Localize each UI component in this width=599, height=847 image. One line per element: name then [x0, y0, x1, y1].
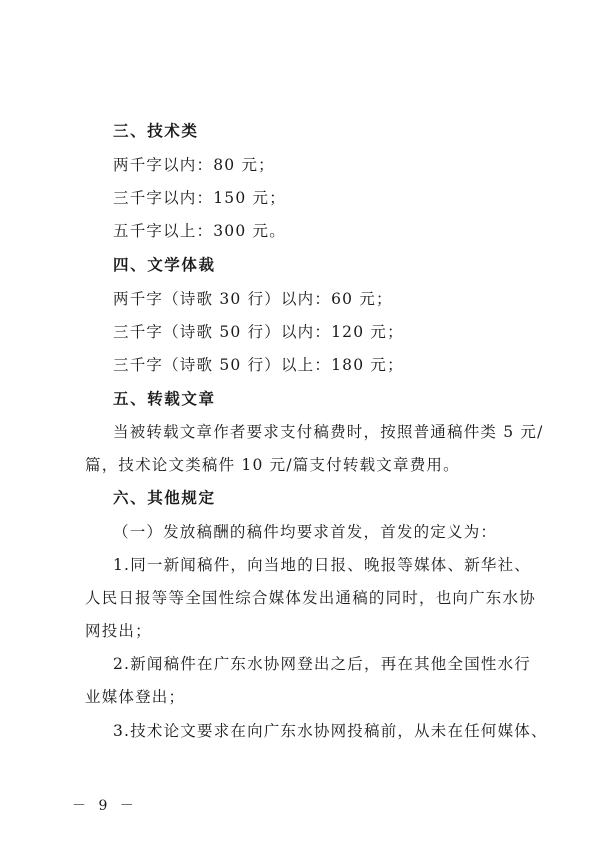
- rule-1-line3: 网投出；: [85, 622, 152, 640]
- rule-3-line1: 3.技术论文要求在向广东水协网投稿前，从未在任何媒体、: [113, 722, 548, 740]
- rule-1-line2: 人民日报等等全国性综合媒体发出通稿的同时，也向广东水协: [85, 589, 536, 607]
- rule-2-line1: 2.新闻稿件在广东水协网登出之后，再在其他全国性水行: [113, 655, 531, 673]
- fee-item-literary-2000: 两千字（诗歌 30 行）以内：60 元；: [113, 290, 393, 308]
- rule-1-line1: 1.同一新闻稿件，向当地的日报、晚报等媒体、新华社、: [113, 556, 531, 574]
- section-heading-other: 六、其他规定: [113, 489, 216, 507]
- fee-item-literary-3000-within: 三千字（诗歌 50 行）以内：120 元；: [113, 323, 404, 341]
- section-heading-reprint: 五、转载文章: [113, 390, 216, 408]
- page-number: － 9 －: [72, 798, 138, 814]
- paragraph-reprint-line1: 当被转载文章作者要求支付稿费时，按照普通稿件类 5 元/: [113, 423, 544, 441]
- paragraph-reprint-line2: 篇，技术论文类稿件 10 元/篇支付转载文章费用。: [85, 456, 460, 474]
- fee-item-technical-2000: 两千字以内：80 元；: [113, 156, 275, 174]
- fee-item-literary-3000-above: 三千字（诗歌 50 行）以上：180 元；: [113, 356, 404, 374]
- section-heading-literary: 四、文学体裁: [113, 256, 216, 274]
- fee-item-technical-5000: 五千字以上：300 元。: [113, 222, 286, 240]
- section-heading-technical: 三、技术类: [113, 122, 199, 140]
- fee-item-technical-3000: 三千字以内：150 元；: [113, 189, 286, 207]
- rule-2-line2: 业媒体登出；: [85, 688, 186, 706]
- subsection-first-publish: （一）发放稿酬的稿件均要求首发，首发的定义为：: [113, 523, 498, 541]
